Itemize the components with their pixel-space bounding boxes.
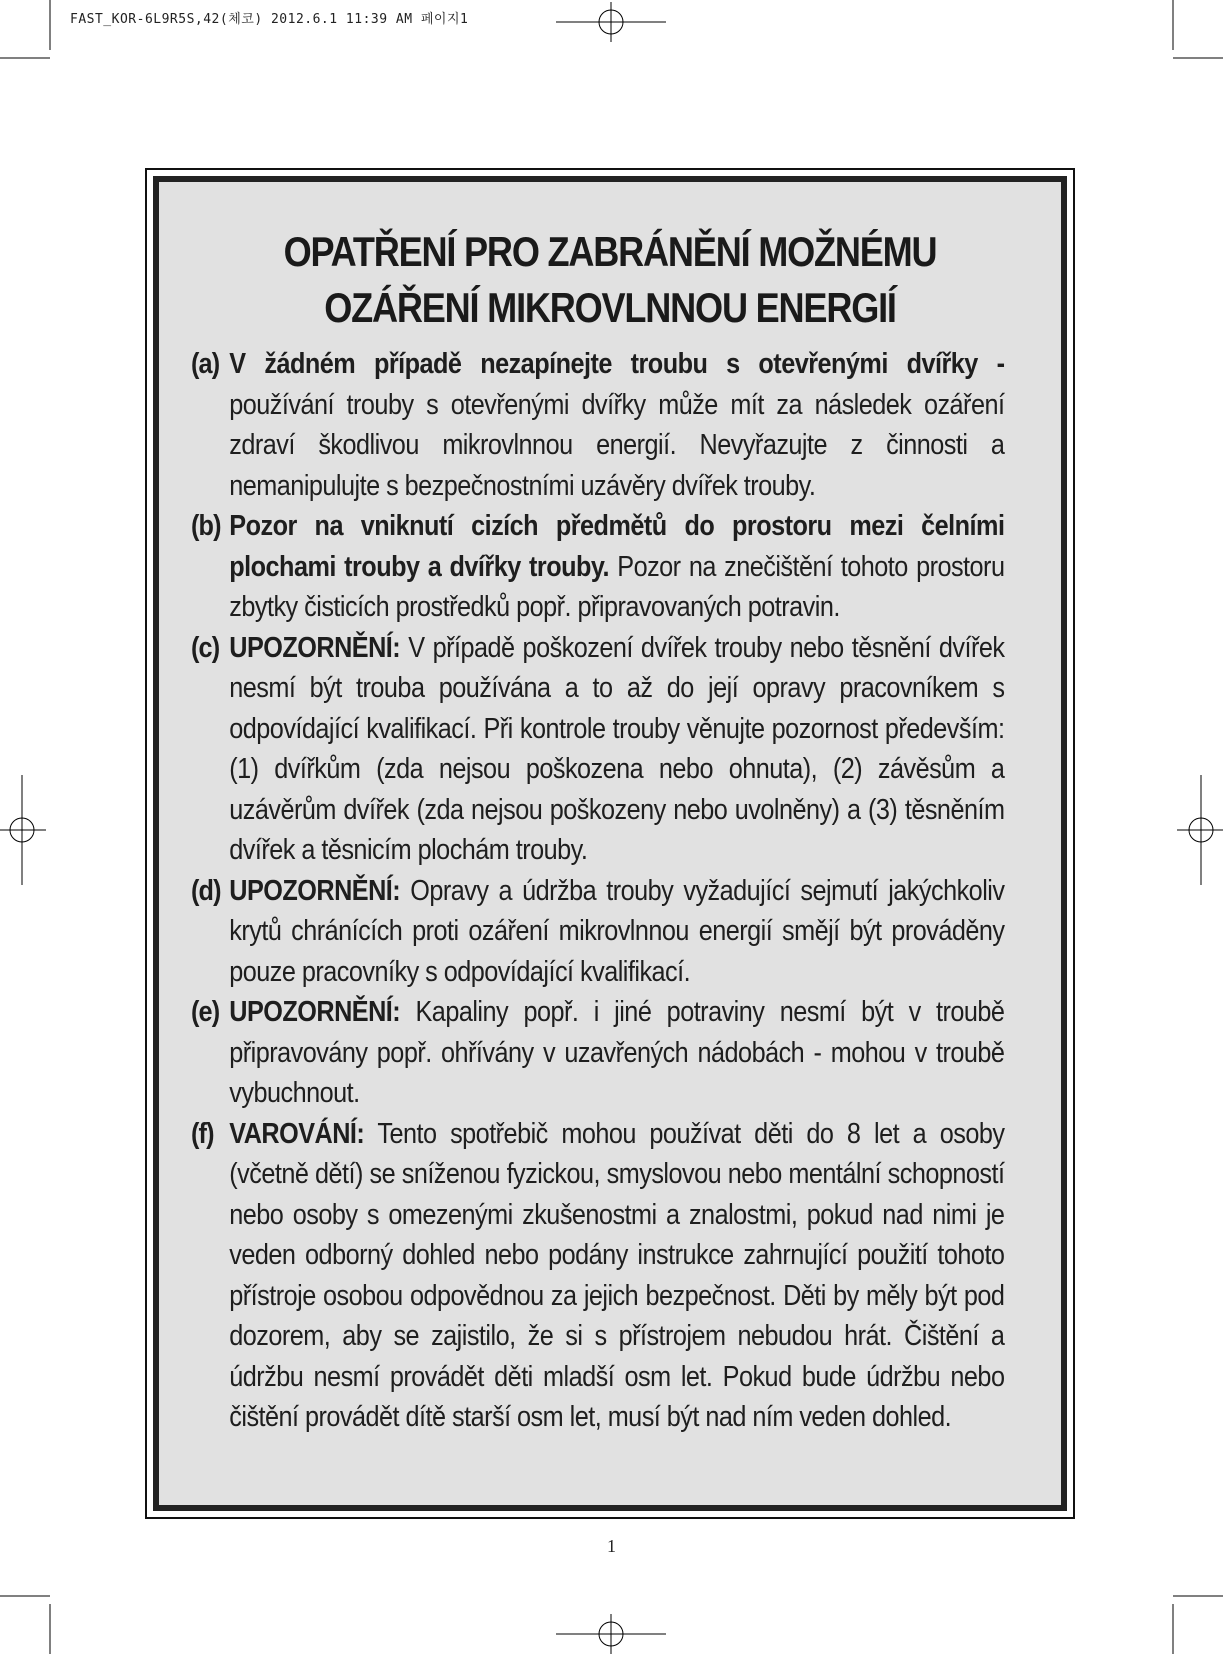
crop-mark-top-right <box>1163 0 1223 60</box>
print-slug: FAST_KOR-6L9R5S,42(체코) 2012.6.1 11:39 AM 페이지1 <box>70 12 469 27</box>
precaution-item-a <box>191 344 1004 506</box>
item-label: (c) <box>191 631 220 664</box>
item-text: V případě poškození dvířek trouby nebo těsnění dvířek nesmí být trouba používána a to až do její opravy pracovníkem s odpovídající kvalifikací. Při kontrole trouby věnujte pozornost především: (1) dvířkům (zda nejsou poškozena nebo ohnuta), (2) závěsům a uzávěrům dvířek (zda nejsou poškozeny nebo uvolněny) a (3) těsněním dvířek a těsnicím plochám trouby. <box>229 631 1005 866</box>
precaution-item-b <box>191 506 1004 628</box>
item-label: (e) <box>191 996 220 1028</box>
page-number: 1 <box>607 1536 616 1556</box>
crop-mark-bottom-right <box>1163 1594 1223 1654</box>
item-bold-text: VAROVÁNÍ: <box>229 1117 365 1150</box>
registration-mark-bottom <box>556 1614 666 1654</box>
precaution-item-d <box>191 871 1004 993</box>
title-line-2: OZÁŘENÍ MIKROVLNNOU ENERGIÍ <box>324 284 896 331</box>
precaution-item-e <box>191 992 1004 1114</box>
item-bold-text: V žádném případě nezapínejte troubu s otevřenými dvířky - <box>229 348 1005 380</box>
registration-mark-right <box>1177 775 1223 885</box>
page-title <box>222 224 998 336</box>
title-line-1: OPATŘENÍ PRO ZABRÁNĚNÍ MOŽNÉMU <box>283 228 937 275</box>
item-text: Tento spotřebič mohou používat děti do 8 let a osoby (včetně dětí) se sníženou fyzickou, smyslovou nebo mentální schopností nebo osoby s omezenými zkušenostmi a znalostmi, pokud nad nimi je veden odborný dohled nebo podány instrukce zahrnující použití tohoto přístroje osobou odpovědnou za jejich bezpečnost. Děti by měly být pod dozorem, aby se zajistilo, že si s přístrojem nebudou hrát. Čištění a údržbu nesmí provádět děti mladší osm let. Pokud bude údržbu nebo čištění provádět dítě starší osm let, musí být nad ním veden dohled. <box>229 1117 1005 1433</box>
item-text: používání trouby s otevřenými dvířky může mít za následek ozáření zdraví škodlivou mikrovlnnou energií. Nevyřazujte z činnosti a nemanipulujte s bezpečnostními uzávěry dvířek trouby. <box>229 388 1005 502</box>
warning-panel <box>153 176 1067 1511</box>
item-bold-text: UPOZORNĚNÍ: <box>229 874 401 907</box>
registration-mark-top <box>556 2 666 42</box>
warning-box <box>145 168 1075 1519</box>
item-text: Opravy a údržba trouby vyžadující sejmutí jakýchkoliv krytů chránících proti ozáření mikrovlnnou energií smějí být prováděny pouze pracovníky s odpovídající kvalifikací. <box>229 874 1005 988</box>
item-text: Pozor na znečištění tohoto prostoru zbytky čisticích prostředků popř. připravovaných potravin. <box>229 550 1005 623</box>
item-text: Kapaliny popř. i jiné potraviny nesmí být v troubě připravovány popř. ohřívány v uzavřených nádobách - mohou v troubě vybuchnout. <box>229 996 1005 1109</box>
item-label: (d) <box>191 874 221 907</box>
precaution-item-c <box>191 628 1004 871</box>
item-bold-text: UPOZORNĚNÍ: <box>229 996 401 1028</box>
item-label: (a) <box>191 348 220 380</box>
item-bold-text: UPOZORNĚNÍ: <box>229 631 401 664</box>
crop-mark-top-left <box>0 0 60 60</box>
item-label: (b) <box>191 510 221 542</box>
precautions-list <box>191 344 1004 1438</box>
crop-mark-bottom-left <box>0 1594 60 1654</box>
registration-mark-left <box>0 775 46 885</box>
item-bold-text: Pozor na vniknutí cizích předmětů do prostoru mezi čelními plochami trouby a dvířky trouby. <box>229 510 1005 583</box>
item-label: (f) <box>191 1117 214 1150</box>
precaution-item-f <box>191 1114 1004 1438</box>
